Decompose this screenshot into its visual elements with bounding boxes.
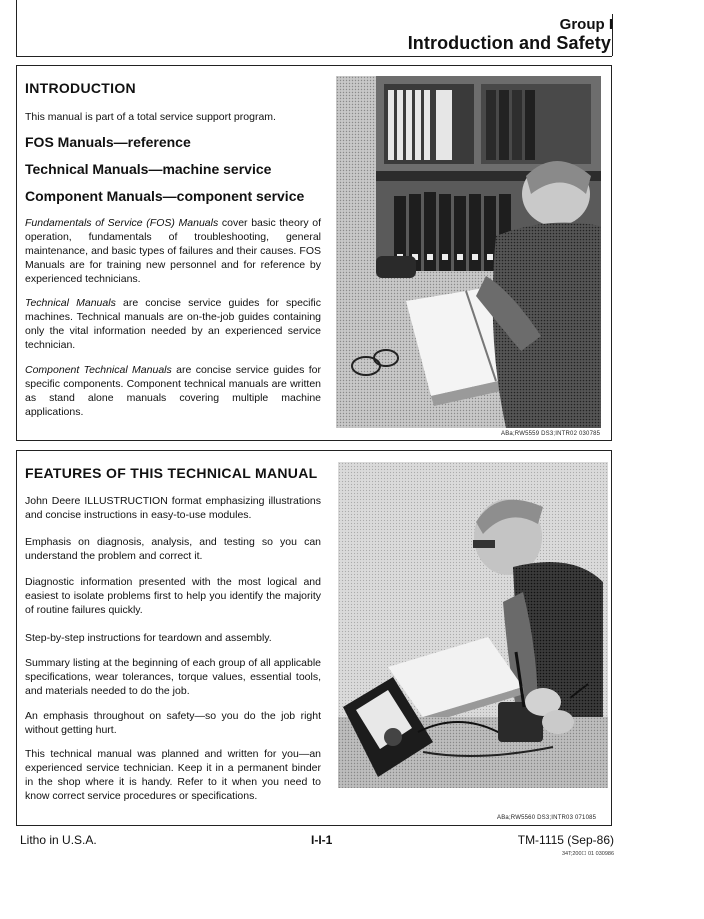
meter-testing-illustration [338, 462, 608, 788]
paragraph-component-manuals [25, 363, 321, 419]
introduction-photo-caption: ABa;RW5559 DS3;INTR02 030785 [501, 431, 601, 437]
technician-meter-photo [338, 462, 608, 788]
subhead-technical: Technical Manuals—machine service [25, 161, 272, 177]
feature-summary-listing: Summary listing at the beginning of each group of all applicable specifications, wear tolerances, torque values, essential tools, and materials needed to do the job. [25, 657, 321, 697]
feature-written-for-you: This technical manual was planned and written for you—an experienced service technician. Keep it in a permanent binder in the shop where it is handy. Refer to it when you need to know correct service procedures or specifications. [25, 748, 321, 802]
introduction-heading: INTRODUCTION [25, 80, 136, 96]
fos-manuals-text: cover basic theory of operation, fundamentals of troubleshooting, general maintenance, and basic types of failures and their causes. FOS Manuals are for training new personnel and for reference by experienced technicians. [25, 217, 321, 285]
footer-print-code: 34T;200☐ 01 030986 [561, 851, 614, 857]
footer-page-number: I-I-1 [311, 833, 333, 847]
subhead-component: Component Manuals—component service [25, 188, 305, 204]
feature-illustruction: John Deere ILLUSTRUCTION format emphasizing illustrations and concise instructions in easy-to-use modules. [25, 495, 321, 521]
subhead-fos: FOS Manuals—reference [25, 134, 191, 150]
bookshelf-illustration [336, 76, 601, 428]
header-left-rule [16, 0, 17, 56]
feature-safety: An emphasis throughout on safety—so you do the job right without getting hurt. [25, 710, 321, 736]
fos-manuals-term: Fundamentals of Service (FOS) Manuals [25, 217, 219, 229]
feature-diagnosis: Emphasis on diagnosis, analysis, and testing so you can understand the problem and correct it. [25, 536, 321, 562]
page-title: Introduction and Safety [407, 33, 611, 53]
technical-manuals-text: are concise service guides for specific machines. Technical manuals are on-the-job guides containing only the vital information needed by an experienced service technician. [25, 297, 321, 351]
group-label: Group I [559, 16, 613, 33]
footer-manual-id: TM-1115 (Sep-86) [517, 833, 614, 847]
introduction-lead: This manual is part of a total service support program. [25, 111, 276, 123]
feature-step-by-step: Step-by-step instructions for teardown and assembly. [25, 632, 272, 644]
technician-bookshelf-photo [336, 76, 601, 428]
footer-printing-origin: Litho in U.S.A. [20, 833, 97, 847]
features-photo-caption: ABa;RW5560 DS3;INTR03 071085 [497, 815, 597, 821]
feature-diagnostic-info: Diagnostic information presented with the most logical and easiest to isolate problems first to help you identify the majority of routine failures quickly. [25, 576, 321, 616]
features-heading: FEATURES OF THIS TECHNICAL MANUAL [25, 465, 318, 481]
paragraph-fos [25, 216, 321, 286]
technical-manuals-term: Technical Manuals [25, 297, 116, 309]
header-divider [16, 56, 612, 57]
component-manuals-text: are concise service guides for specific components. Component technical manuals are written as stand alone manuals covering multiple machine applications. [25, 364, 321, 418]
paragraph-technical-manuals [25, 296, 321, 352]
component-manuals-term: Component Technical Manuals [25, 364, 172, 376]
